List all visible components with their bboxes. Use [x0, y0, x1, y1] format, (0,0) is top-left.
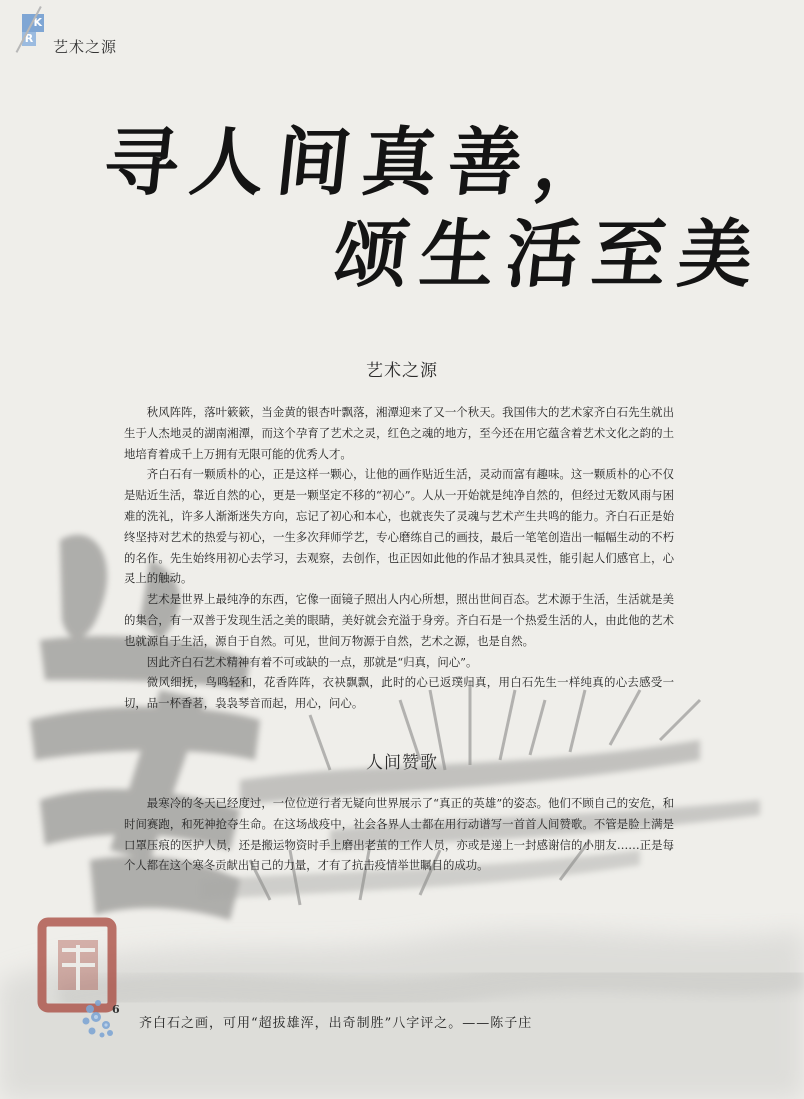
header-section-name: 艺术之源: [53, 38, 118, 56]
paragraph: 微风细抚，鸟鸣轻和，花香阵阵，衣袂飘飘，此时的心已返璞归真，用白石先生一样纯真的心去感受一切，品一杯香茗，袅袅琴音而起，用心，问心。: [124, 675, 674, 711]
paragraph: 因此齐白石艺术精神有着不可或缺的一点，那就是“归真，问心”。: [146, 654, 478, 669]
paragraph: 艺术是世界上最纯净的东西，它像一面镜子照出人内心所想，照出世间百态。艺术源于生活，生活就是美的集合，有一双善于发现生活之美的眼睛，美好就会充溢于身旁。齐白石是一个热爱生活的人，由此他的艺术也就源自于生活，源自于自然。可见，世间万物源于自然，艺术之源，也是自然。: [124, 592, 674, 648]
page-number: 6: [112, 1003, 120, 1016]
paragraph: 最寒冷的冬天已经度过，一位位逆行者无疑向世界展示了“真正的英雄”的姿态。他们不顾自己的安危，和时间赛跑，和死神抢夺生命。在这场战疫中，社会各界人士都在用行动谱写一首首人间赞歌。不管是脸上满是口罩压痕的医护人员，还是搬运物资时手上磨出老茧的工作人员，亦或是递上一封感谢信的小朋友……正是每个人都在这个寒冬贡献出自己的力量，才有了抗击疫情举世瞩目的成功。: [124, 796, 674, 873]
logo-letter-k: K: [22, 14, 44, 32]
article-title-line-1: 寻人间真善，: [99, 120, 625, 206]
paragraph: 齐白石有一颗质朴的心，正是这样一颗心，让他的画作贴近生活，灵动而富有趣味。这一颗质朴的心不仅是贴近生活，靠近自然的心，更是一颗坚定不移的“初心”。人从一开始就是纯净自然的，但经过无数风雨与困难的洗礼，许多人渐渐迷失方向，忘记了初心和本心，也就丧失了灵魂与艺术产生共鸣的能力。齐白石正是始终坚持对艺术的热爱与初心，一生多次拜师学艺，专心磨练自己的画技，最后一笔笔创造出一幅幅生动的不朽的名作。先生始终用初心去学习，去观察，去创作，也正因如此他的作品才独具灵性，能引起人们感官上，心灵上的触动。: [124, 467, 674, 586]
section-body-2: [124, 793, 674, 876]
flower-icon: [80, 995, 124, 1039]
article-title-line-2: 颂生活至美: [329, 212, 769, 298]
logo-letter-r: R: [22, 32, 36, 46]
section-heading-1: 艺术之源: [366, 361, 438, 381]
section-body-1: [124, 402, 674, 714]
section-heading-2: 人间赞歌: [366, 753, 438, 773]
paragraph: 秋风阵阵，落叶簌簌，当金黄的银杏叶飘落，湘潭迎来了又一个秋天。我国伟大的艺术家齐白石先生就出生于人杰地灵的湖南湘潭，而这个孕育了艺术之灵，红色之魂的地方，至今还在用它蕴含着艺术文化之韵的土地培育着成千上万拥有无限可能的优秀人才。: [124, 405, 674, 461]
footer-quote: 齐白石之画，可用“超拔雄浑，出奇制胜”八字评之。——陈子庄: [139, 1016, 533, 1031]
